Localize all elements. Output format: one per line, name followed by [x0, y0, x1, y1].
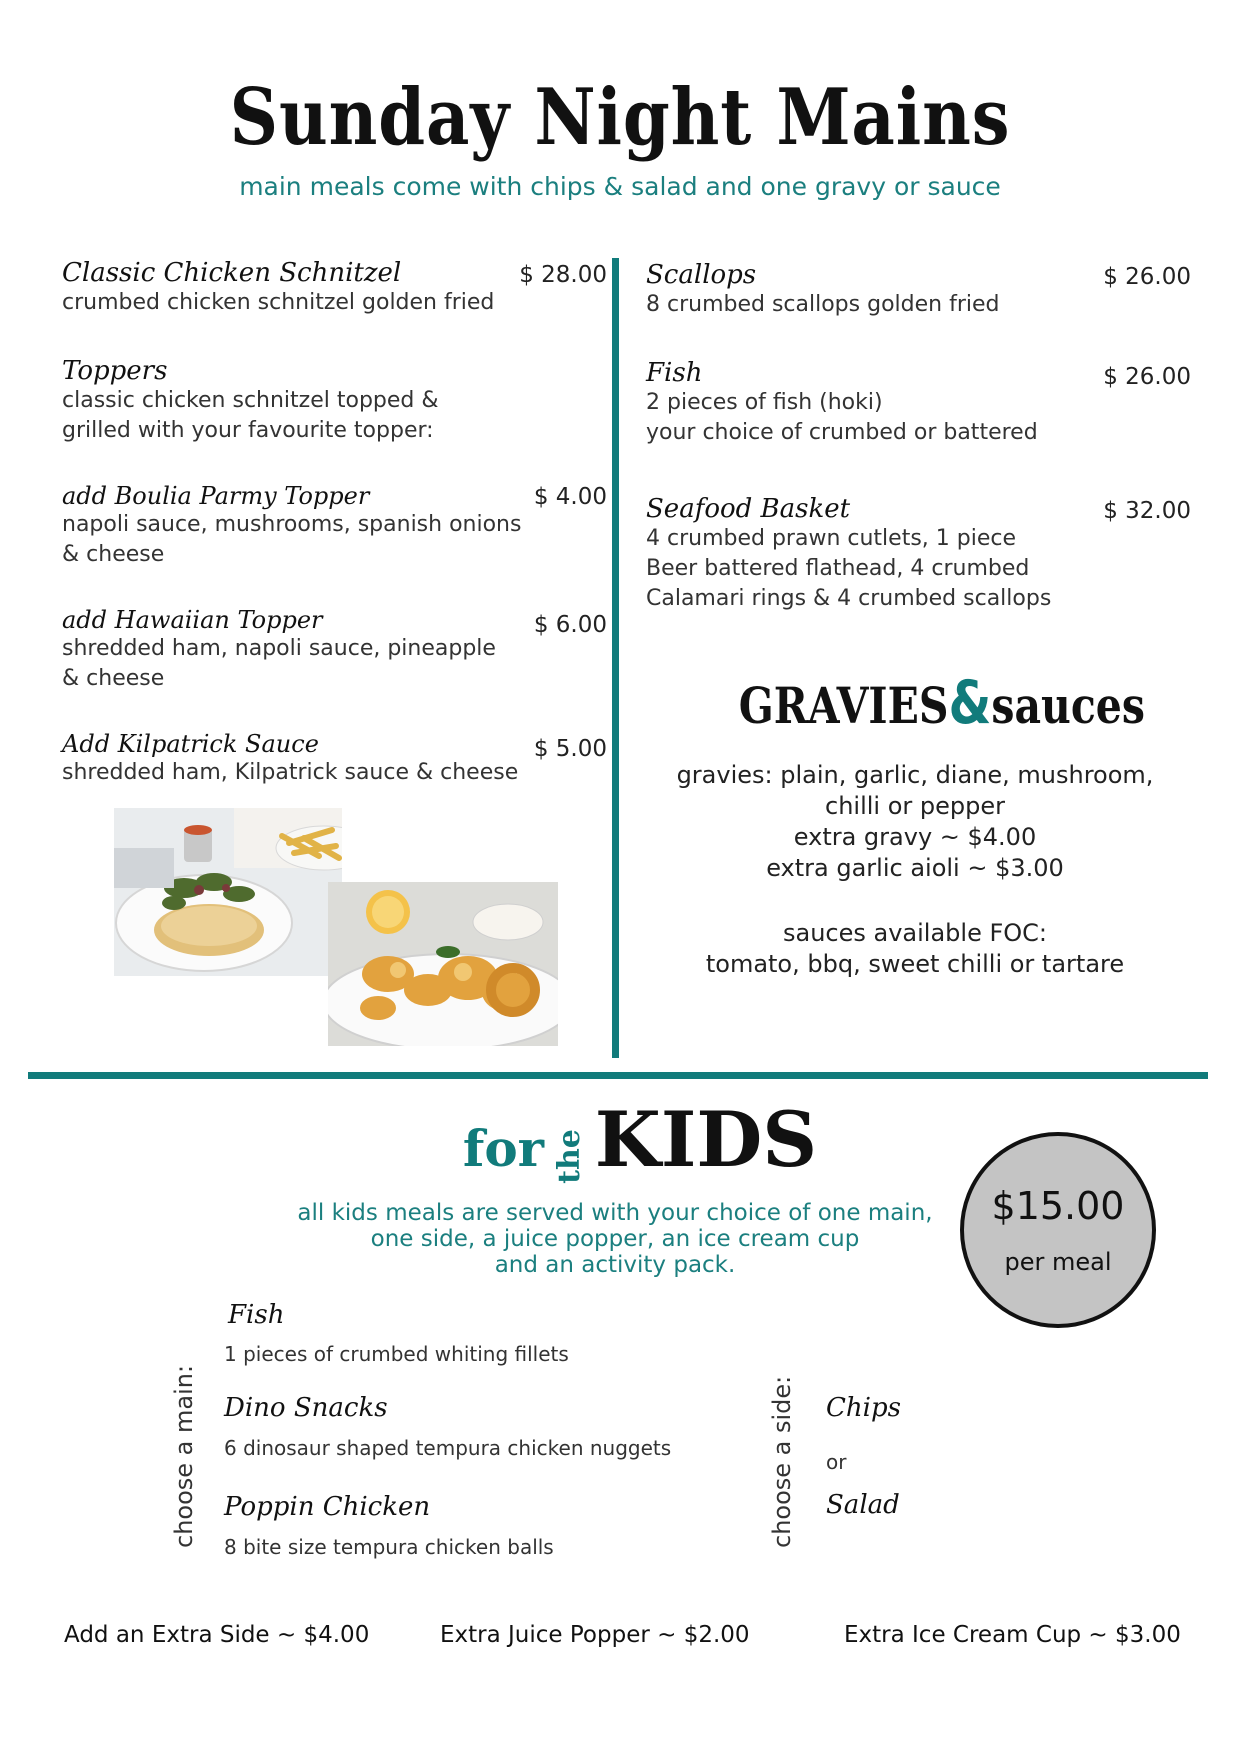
item-title: Add Kilpatrick Sauce [62, 730, 319, 758]
item-desc: your choice of crumbed or battered [646, 420, 1038, 445]
gravies-heading [738, 668, 1145, 738]
sauces-options: tomato, bbq, sweet chilli or tartare [705, 950, 1125, 978]
gravies-heading-word: GRAVIES [738, 676, 949, 735]
item-desc: shredded ham, napoli sauce, pineapple [62, 636, 496, 661]
extra-ice-cream: Extra Ice Cream Cup ~ $3.00 [844, 1622, 1181, 1648]
item-desc: & cheese [62, 542, 165, 567]
kids-price-badge [960, 1132, 1156, 1328]
kids-price: $15.00 [991, 1184, 1125, 1228]
kids-main-title: Fish [228, 1300, 285, 1330]
kids-side-salad: Salad [826, 1490, 900, 1520]
menu-item [62, 606, 607, 694]
gravies-line: chilli or pepper [825, 792, 1005, 820]
choose-main-label: choose a main: [170, 1364, 198, 1548]
kids-heading-for: for [462, 1119, 545, 1178]
item-desc: Beer battered flathead, 4 crumbed [646, 556, 1030, 581]
item-title: Seafood Basket [646, 494, 851, 524]
item-desc: 8 crumbed scallops golden fried [646, 292, 1000, 317]
gravies-line: gravies: plain, garlic, diane, mushroom, [676, 761, 1154, 789]
kids-description [290, 1200, 940, 1278]
sauces-heading-word: sauces [991, 676, 1145, 735]
item-title: Classic Chicken Schnitzel [62, 258, 402, 288]
kids-desc-line: and an activity pack. [494, 1252, 736, 1278]
item-price: $ 28.00 [519, 262, 607, 288]
kids-price-label: per meal [1004, 1248, 1112, 1276]
item-desc: napoli sauce, mushrooms, spanish onions [62, 512, 522, 537]
extra-gravy: extra gravy ~ $4.00 [793, 823, 1037, 851]
item-title: add Boulia Parmy Topper [62, 482, 370, 510]
kids-heading-kids: KIDS [594, 1095, 818, 1184]
kids-main-title: Poppin Chicken [224, 1492, 431, 1522]
item-price: $ 26.00 [1103, 364, 1191, 390]
page-title: Sunday Night Mains [229, 72, 1011, 163]
menu-item [646, 260, 1191, 320]
item-desc: crumbed chicken schnitzel golden fried [62, 290, 495, 315]
item-price: $ 6.00 [533, 612, 607, 638]
menu-item [62, 730, 607, 788]
choose-side-label: choose a side: [768, 1375, 796, 1548]
seafood-plate-illustration [328, 882, 558, 1046]
menu-item [646, 358, 1191, 448]
item-price: $ 32.00 [1103, 498, 1191, 524]
kids-main-desc: 6 dinosaur shaped tempura chicken nuggets [224, 1436, 672, 1460]
item-price: $ 4.00 [533, 484, 607, 510]
ampersand: & [948, 668, 992, 738]
menu-item [62, 482, 607, 570]
schnitzel-plate-illustration [114, 808, 342, 976]
kids-heading [430, 1095, 850, 1184]
menu-item [62, 258, 607, 318]
kids-desc-line: all kids meals are served with your choice of one main, [297, 1200, 933, 1226]
kids-main-item [228, 1300, 284, 1330]
kids-side-chips: Chips [826, 1393, 901, 1423]
kids-desc-line: one side, a juice popper, an ice cream cup [370, 1226, 860, 1252]
item-price: $ 26.00 [1103, 264, 1191, 290]
kids-side-or: or [826, 1450, 847, 1474]
menu-item [646, 494, 1191, 614]
item-desc: 2 pieces of fish (hoki) [646, 390, 883, 415]
item-title: Toppers [62, 356, 168, 386]
sauces-heading: sauces available FOC: [782, 919, 1047, 947]
item-desc: classic chicken schnitzel topped & [62, 388, 439, 413]
kids-main-item [224, 1492, 430, 1522]
item-title: add Hawaiian Topper [62, 606, 323, 634]
schnitzel-photo [114, 808, 342, 976]
kids-main-desc: 1 pieces of crumbed whiting fillets [224, 1342, 569, 1366]
kids-heading-the: the [551, 1129, 587, 1184]
sauces-list [650, 918, 1180, 980]
item-desc: grilled with your favourite topper: [62, 418, 434, 443]
item-title: Fish [646, 358, 703, 388]
page-subtitle: main meals come with chips & salad and one gravy or sauce [239, 172, 1001, 201]
extra-side: Add an Extra Side ~ $4.00 [64, 1622, 370, 1648]
kids-main-desc: 8 bite size tempura chicken balls [224, 1535, 554, 1559]
seafood-photo [328, 882, 558, 1046]
item-desc: 4 crumbed prawn cutlets, 1 piece [646, 526, 1017, 551]
item-desc: shredded ham, Kilpatrick sauce & cheese [62, 760, 519, 785]
item-title: Scallops [646, 260, 757, 290]
extra-aioli: extra garlic aioli ~ $3.00 [766, 854, 1064, 882]
gravies-list [650, 760, 1180, 884]
extra-juice-popper: Extra Juice Popper ~ $2.00 [440, 1622, 750, 1648]
kids-main-item [224, 1393, 388, 1423]
item-price: $ 5.00 [533, 736, 607, 762]
item-desc: Calamari rings & 4 crumbed scallops [646, 586, 1052, 611]
column-divider [612, 258, 619, 1058]
item-desc: & cheese [62, 666, 165, 691]
menu-item [62, 356, 607, 446]
section-divider [28, 1072, 1208, 1079]
kids-main-title: Dino Snacks [224, 1393, 388, 1423]
